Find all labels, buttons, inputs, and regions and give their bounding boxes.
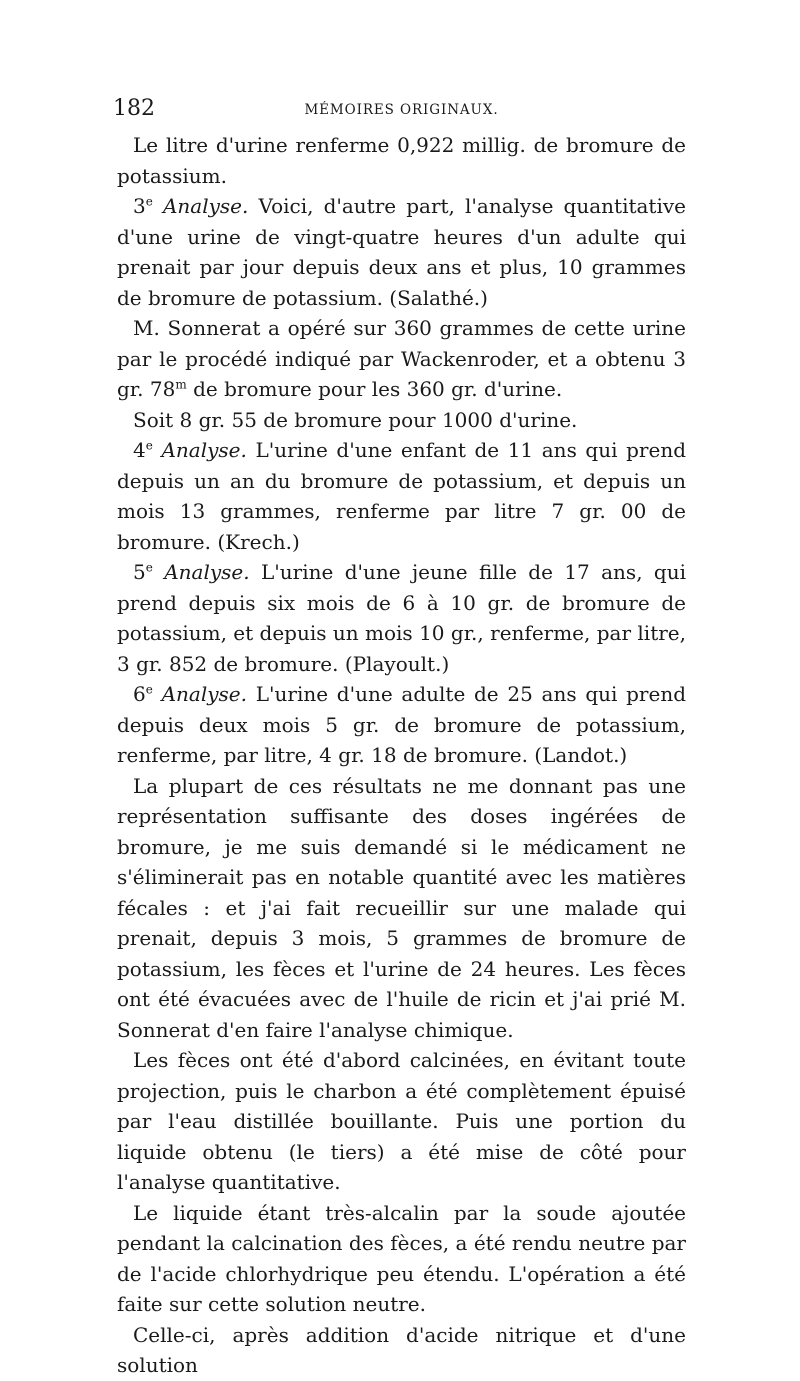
- paragraph-feces-question: [117, 771, 686, 1046]
- ordinal-superscript: e: [145, 560, 153, 575]
- page-body: [117, 130, 686, 1381]
- paragraph-analyse-3: [117, 191, 686, 313]
- paragraph-text: Le litre d'urine renferme 0,922 millig. de bromure de potassium.: [117, 133, 686, 188]
- paragraph-text: Le liquide étant très-alcalin par la soude ajoutée pendant la calcination des fèces, a été rendu neutre par de l'acide chlorhydrique peu étendu. L'opération a été faite sur cette solution neutre.: [117, 1200, 686, 1316]
- analysis-number: 4: [133, 438, 146, 462]
- paragraph-text: La plupart de ces résultats ne me donnant pas une représentation suffisante des doses ingérées de bromure, je me suis demandé si le médicament ne s'éliminerait pas en notable quantité avec les matières fécales : et j'ai fait recueillir sur une malade qui prenait, depuis 3 mois, 5 grammes de bromure de potassium, les fèces et l'urine de 24 heures. Les fèces ont été évacuées avec de l'huile de ricin et j'ai prié M. Sonnerat d'en faire l'analyse chimique.: [117, 773, 686, 1042]
- paragraph-text: Les fèces ont été d'abord calcinées, en évitant toute projection, puis le charbon a été complètement épuisé par l'eau distillée bouillante. Puis une portion du liquide obtenu (le tiers) a été mise de côté pour l'analyse quantitative.: [117, 1048, 686, 1194]
- analysis-label: Analyse.: [161, 682, 247, 706]
- ordinal-superscript: e: [145, 682, 153, 697]
- paragraph-1: [117, 130, 686, 191]
- paragraph-text: L'urine d'une adulte de 25 ans qui prend depuis deux mois 5 gr. de bromure de potassium, renferme, par litre, 4 gr. 18 de bromure. (Landot.): [117, 682, 687, 767]
- analysis-label: Analyse.: [161, 438, 247, 462]
- paragraph-sonnerat: [117, 313, 686, 405]
- paragraph-calcination: [117, 1045, 686, 1198]
- running-title: MÉMOIRES ORIGINAUX.: [304, 102, 499, 118]
- analysis-label: Analyse.: [162, 194, 249, 218]
- paragraph-analyse-6: [117, 679, 686, 771]
- analysis-number: 6: [133, 682, 146, 706]
- page-header: [113, 96, 686, 124]
- paragraph-continuation: [117, 1320, 686, 1381]
- analysis-number: 5: [133, 560, 146, 584]
- paragraph-text: M. Sonnerat a opéré sur 360 grammes de cette urine par le procédé indiqué par Wackenroder, et a obtenu 3 gr. 78: [117, 316, 686, 401]
- analysis-label: Analyse.: [164, 560, 250, 584]
- paragraph-text: Soit 8 gr. 55 de bromure pour 1000 d'urine.: [133, 407, 578, 432]
- paragraph-text: L'urine d'une jeune fille de 17 ans, qui prend depuis six mois de 6 à 10 gr. de bromure de potassium, et depuis un mois 10 gr., renferme, par litre, 3 gr. 852 de bromure. (Playoult.): [117, 560, 687, 676]
- page-number: 182: [113, 96, 155, 121]
- paragraph-analyse-5: [117, 557, 686, 679]
- paragraph-neutralisation: [117, 1198, 686, 1320]
- paragraph-text: de bromure pour les 360 gr. d'urine.: [193, 377, 563, 401]
- paragraph-text: L'urine d'une enfant de 11 ans qui prend depuis un an du bromure de potassium, et depuis un mois 13 grammes, renferme par litre 7 gr. 00 de bromure. (Krech.): [117, 438, 686, 554]
- page: [113, 96, 687, 1381]
- paragraph-analyse-4: [117, 435, 686, 557]
- unit-superscript: m: [175, 377, 187, 392]
- paragraph-text: Voici, d'autre part, l'analyse quantitative d'une urine de vingt-quatre heures d'un adulte qui prenait par jour depuis deux ans et plus, 10 grammes de bromure de potassium. (Salathé.): [117, 194, 686, 310]
- analysis-number: 3: [133, 194, 146, 218]
- paragraph-text: Celle-ci, après addition d'acide nitrique et d'une solution: [117, 1322, 686, 1377]
- ordinal-superscript: e: [145, 438, 153, 453]
- paragraph-soit: [117, 405, 686, 436]
- ordinal-superscript: e: [145, 194, 153, 209]
